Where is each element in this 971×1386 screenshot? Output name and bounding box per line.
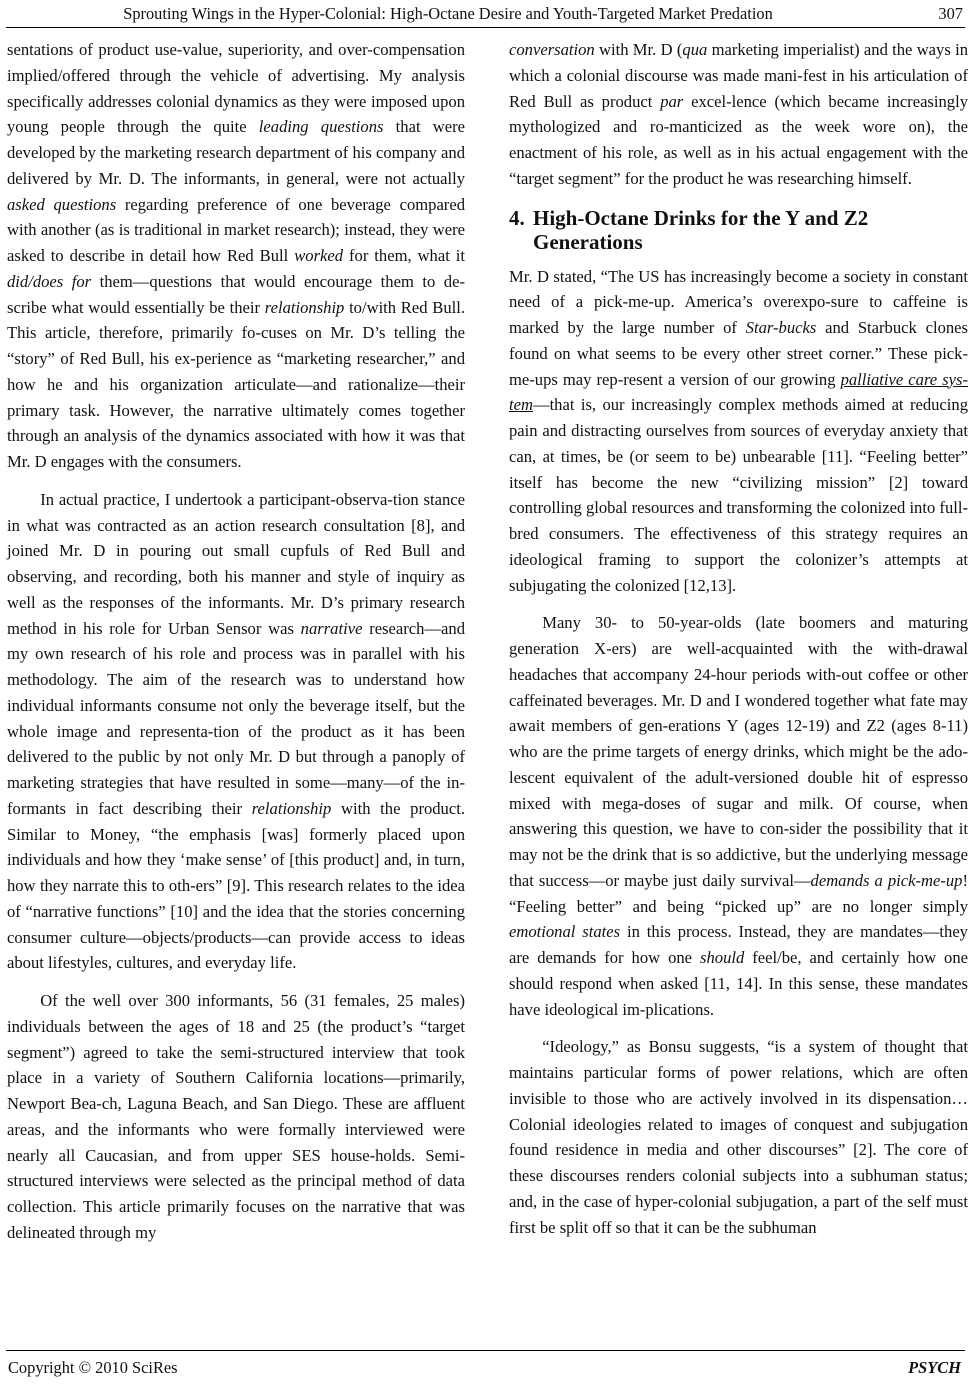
- text-run: regarding preference of one beverage compared with another (as is traditional in market research); instead, they were asked to describe in detail how Red Bull: [7, 194, 465, 265]
- emphasis: relationship: [264, 297, 345, 317]
- section-number: 4.: [509, 205, 525, 230]
- text-run: for them, what it: [343, 246, 465, 265]
- text-run: excel-lence (which became increasingly mythologized and ro-manticized as the week wore on), the enactment of his role, as well as in his actual engagement with the “target segment” for the product he was researching himself.: [509, 91, 969, 188]
- section-title-line2: Generations: [533, 229, 643, 254]
- text-run: research—and my own research of his role and process was in parallel with his methodology. The aim of the research was to understand how individual informants consume not only the beverage itself, but the whole image and representa-tion of the product as it has been delivered to the public by not only Mr. D but through a panoply of marketing strategies that have resulted in some—many—of the in-formants in fact describing their: [7, 618, 466, 818]
- text-run: Mr. D stated, “The US has increasingly become a society in constant need of a pick-me-up. America’s overexpo-sure to caffeine is marked by the large number of: [509, 266, 968, 337]
- paragraph: [7, 487, 465, 976]
- emphasis: should: [700, 948, 745, 967]
- paragraph: [509, 610, 968, 1022]
- emphasis: leading questions: [258, 117, 384, 137]
- running-header: [0, 0, 971, 30]
- text-run: that were developed by the marketing research department of his company and delivered by Mr. D. The informants, in general, were not actually: [7, 117, 465, 188]
- text-run: Of the well over 300 informants, 56 (31 females, 25 males) individuals between the ages of 18 and 25 (the product’s “target segment”) agreed to take the semi-structured interview that took place in a variety of Southern California locations—primarily, Newport Bea-ch, Laguna Beach, and San Diego. These are affluent areas, and the informants who were formally interviewed were nearly all Caucasian, and from upper SES house-holds. Semi-structured interviews were selected as the principal method of data collection. This article primarily focuses on the narrative that was delineated through my: [7, 991, 465, 1242]
- paragraph: [7, 988, 465, 1246]
- paragraph: [7, 37, 465, 475]
- emphasis: qua: [682, 40, 708, 59]
- section-title-line1: High-Octane Drinks for the Y and Z2: [533, 205, 869, 230]
- text-run: sentations of product use-value, superiority, and over-compensation implied/offered through the vehicle of advertising. My analysis specifically addresses colonial dynamics as they were imposed upon young people through the quite: [7, 40, 465, 137]
- running-title: Sprouting Wings in the Hyper-Colonial: High-Octane Desire and Youth-Targeted Market Predation: [123, 4, 773, 23]
- right-column: [509, 37, 968, 1240]
- emphasis: palliative care sys-tem: [509, 369, 968, 415]
- copyright: Copyright © 2010 SciRes: [8, 1358, 178, 1377]
- text-run: marketing imperialist) and the ways in which a colonial discourse was made mani-fest in his articulation of Red Bull as product: [509, 40, 968, 111]
- text-run: in this process. Instead, they are mandates—they are demands for how one: [509, 922, 968, 967]
- emphasis: par: [660, 91, 684, 111]
- emphasis: relationship: [251, 798, 332, 818]
- emphasis: asked questions: [7, 194, 117, 214]
- text-run: Many 30- to 50-year-olds (late boomers and maturing generation X-ers) are well-acquainted with the with-drawal headaches that accompany 24-hour periods with-out coffee or other caffeinated beverages. Mr. D and I wondered together what fate may await members of gen-erations Y (ages 12-19) and Z2 (ages 8-11) who are the prime targets of energy drinks, which might be the ado-lescent equivalent of the adult-versioned double hit of espresso mixed with mega-doses of sugar and milk. Of course, when answering this question, we have to con-sider the possibility that it may not be the drink that is so addictive, but the underlying message that success—or maybe just daily survival—: [509, 613, 968, 890]
- emphasis: emotional states: [509, 922, 621, 942]
- page-footer: [0, 1350, 971, 1386]
- emphasis: demands a pick-me-up: [810, 870, 963, 890]
- emphasis: narrative: [300, 618, 363, 638]
- text-run: and Starbuck clones found on what seems to be every other street corner.” These pick-me-ups may rep-resent a version of our growing: [509, 318, 968, 389]
- text-run: ! “Feeling better” and being “picked up” are no longer simply: [509, 870, 968, 916]
- section-heading: [509, 206, 968, 254]
- emphasis: did/does for: [7, 271, 92, 291]
- text-run: with the product. Similar to Money, “the emphasis [was] formerly placed upon individuals and how they ‘make sense’ of [this product] and, in turn, how they narrate this to oth-ers” [9]. This research relates to the idea of “narrative functions” [10] and the idea that the stories concerning consumer culture—objects/products—can provide access to ideas about lifestyles, cultures, and everyday life.: [7, 798, 465, 973]
- paragraph: [509, 37, 968, 192]
- emphasis: Star-bucks: [745, 318, 817, 337]
- paragraph: [509, 1034, 968, 1240]
- text-run: them—questions that would encourage them to de-scribe what would essentially be their: [7, 271, 465, 317]
- journal-name: PSYCH: [908, 1358, 961, 1377]
- text-run: —that is, our increasingly complex methods aimed at reducing pain and distracting ourselves from sources of everyday anxiety that can, at times, be (or seem to be) unbearable [11]. “Feeling better” itself has become the new “civilizing mission” [2] toward controlling global resources and transforming the colonized into full-bred consumers. The effectiveness of this strategy requires an ideological framing to support the colonizer’s attempts at subjugating the colonized [12,13].: [509, 395, 968, 595]
- text-run: feel/be, and certainly how one should respond when asked [11, 14]. In this sense, these mandates have ideological im-plications.: [509, 948, 968, 1019]
- emphasis: conversation: [509, 40, 595, 59]
- text-run: with Mr. D (: [594, 40, 683, 59]
- left-column: [7, 37, 465, 1246]
- header-rule: [6, 27, 965, 28]
- text-run: to/with Red Bull. This article, therefore, primarily fo-cuses on Mr. D’s telling the “story” of Red Bull, his ex-perience as “marketing researcher,” and how he and his organization articulate—and rationalize—their primary task. However, the narrative ultimately comes together through an analysis of the dynamics associated with how it was that Mr. D engages with the consumers.: [7, 297, 465, 471]
- footer-rule: [6, 1350, 965, 1351]
- paragraph: [509, 264, 968, 599]
- emphasis: worked: [294, 246, 344, 265]
- page-number: 307: [938, 4, 963, 23]
- text-run: In actual practice, I undertook a participant-observa-tion stance in what was contracted as an action research consultation [8], and joined Mr. D in pouring out small cupfuls of Red Bull and observing, and recording, both his manner and style of inquiry as well as the responses of the informants. Mr. D’s primary research method in his role for Urban Sensor was: [7, 489, 465, 638]
- text-run: “Ideology,” as Bonsu suggests, “is a system of thought that maintains particular forms of power relations, which are often invisible to those who are actively involved in its dispensation…Colonial ideologies related to images of conquest and subjugation found residence in media and other discourses” [2]. The core of these discourses renders colonial subjects into a subhuman status; and, in the case of hyper-colonial subjugation, a part of the self must first be split off so that it can be the subhuman: [509, 1037, 968, 1237]
